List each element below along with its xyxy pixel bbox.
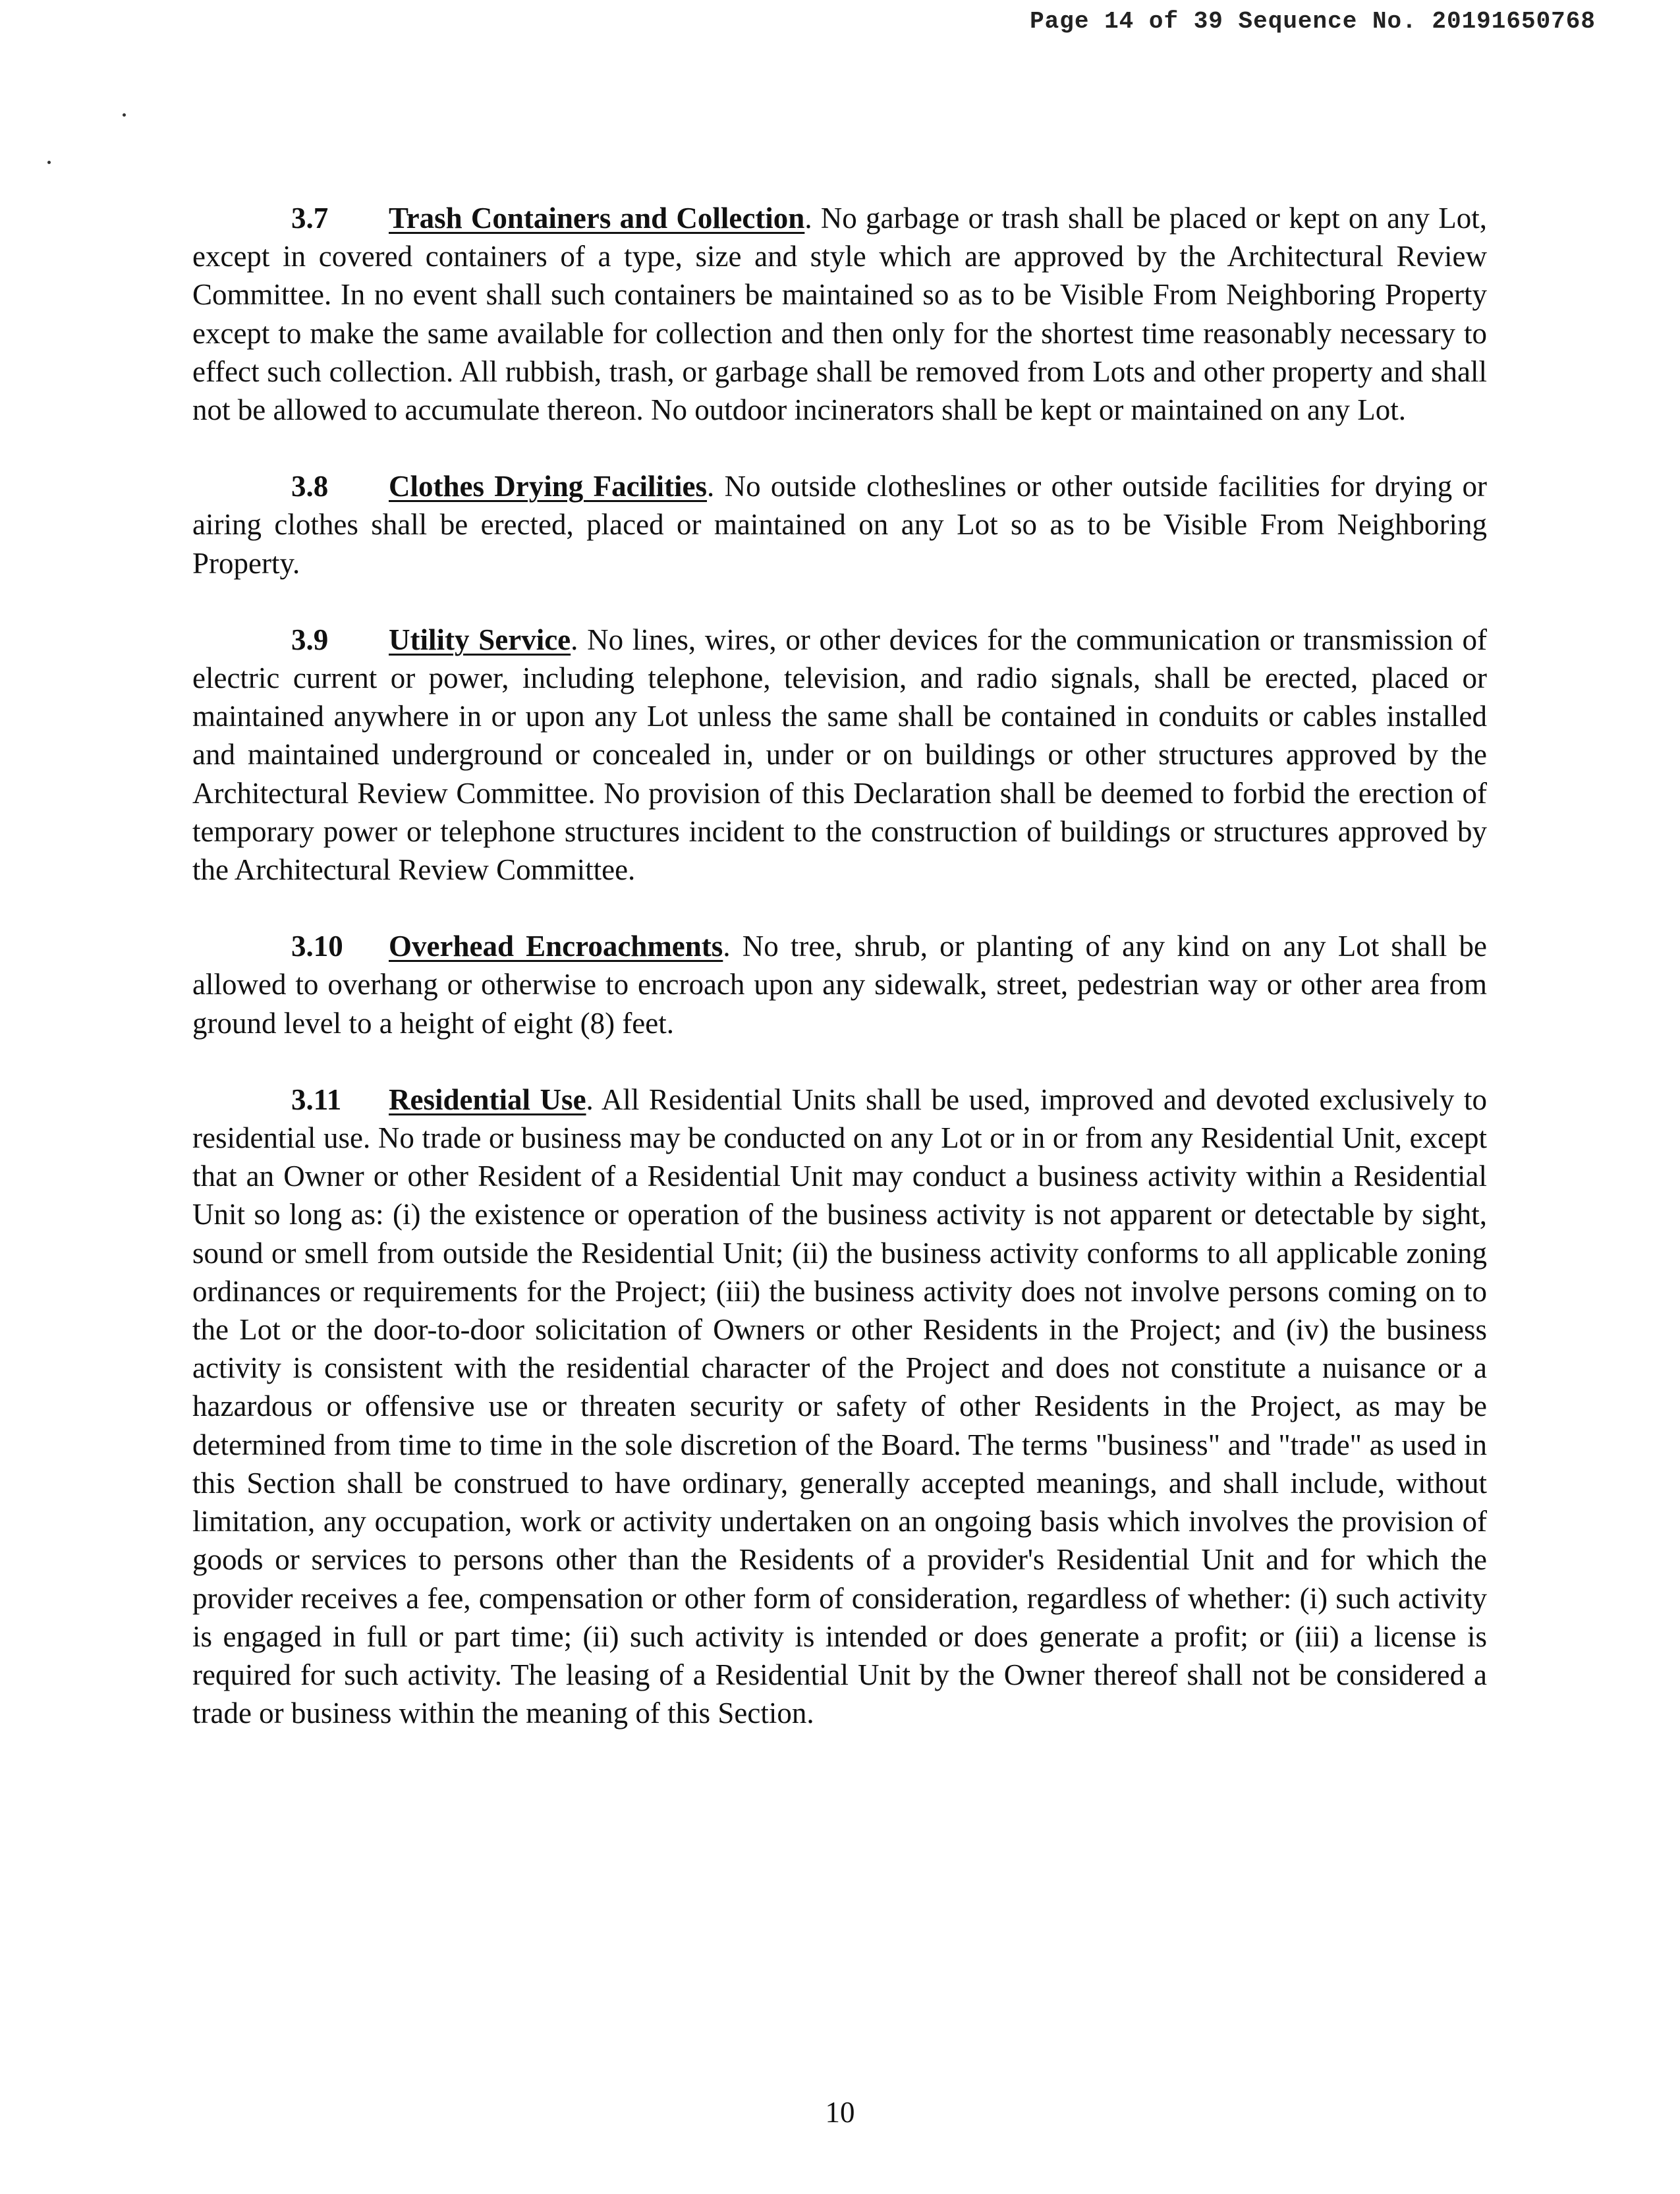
section-3-9: 3.9 Utility Service. No lines, wires, or other devices for the communication or transmission of electric current or power, including telephone, television, and radio signals, shall be erected, placed or maintained anywhere in or upon any Lot unless the same shall be contained in conduits or cables installed and maintained underground or concealed in, under or on buildings or other structures approved by the Architectural Review Committee. No provision of this Declaration shall be deemed to forbid the erection of temporary power or telephone structures incident to the construction of buildings or structures approved by the Architectural Review Committee.	[192, 621, 1487, 889]
section-title: Utility Service	[389, 623, 571, 656]
section-text: No tree, shrub, or planting of any kind on any Lot shall be allowed to overhang or otherwise to encroach upon any sidewalk, street, pedestrian way or other area from ground level to a height of eight (8) feet.	[192, 930, 1487, 1040]
section-text: All Residential Units shall be used, improved and devoted exclusively to residential use. No trade or business may be conducted on any Lot or in or from any Residential Unit, except that an Owner or other Resident of a Residential Unit may conduct a business activity within a Residential Unit so long as: (i) the existence or operation of the business activity is not apparent or detectable by sight, sound or smell from outside the Residential Unit; (ii) the business activity conforms to all applicable zoning ordinances or requirements for the Project; (iii) the business activity does not involve persons coming on to the Lot or the door-to-door solicitation of Owners or other Residents in the Project; and (iv) the business activity is consistent with the residential character of the Project and does not constitute a nuisance or a hazardous or offensive use or threaten security or safety of other Residents in the Project, as may be determined from time to time in the sole discretion of the Board. The terms "business" and "trade" as used in this Section shall be construed to have ordinary, generally accepted meanings, and shall include, without limitation, any occupation, work or activity undertaken on an ongoing basis which involves the provision of goods or services to persons other than the Residents of a provider's Residential Unit and for which the provider receives a fee, compensation or other form of consideration, regardless of whether: (i) such activity is engaged in full or part time; (ii) such activity is intended or does generate a profit; or (iii) a license is required for such activity. The leasing of a Residential Unit by the Owner thereof shall not be considered a trade or business within the meaning of this Section.	[192, 1083, 1487, 1730]
section-title: Trash Containers and Collection	[389, 202, 805, 235]
section-number: 3.8	[291, 470, 329, 503]
section-text: No garbage or trash shall be placed or kept on any Lot, except in covered containers of a type, size and style which are approved by the Architectural Review Committee. In no event shall such containers be maintained so as to be Visible From Neighboring Property except to make the same available for collection and then only for the shortest time reasonably necessary to effect such collection. All rubbish, trash, or garbage shall be removed from Lots and other property and shall not be allowed to accumulate thereon. No outdoor incinerators shall be kept or maintained on any Lot.	[192, 202, 1488, 427]
page-sequence-header: Page 14 of 39 Sequence No. 20191650768	[1030, 8, 1596, 35]
scan-speck	[123, 113, 126, 117]
section-3-10: 3.10 Overhead Encroachments. No tree, shrub, or planting of any kind on any Lot shall be allowed to overhang or otherwise to encroach upon any sidewalk, street, pedestrian way or other area from ground level to a height of eight (8) feet.	[192, 927, 1487, 1042]
section-3-8: 3.8 Clothes Drying Facilities. No outside clotheslines or other outside facilities for drying or airing clothes shall be erected, placed or maintained on any Lot so as to be Visible From Neighboring Property.	[192, 467, 1487, 582]
document-body	[192, 199, 1487, 1770]
section-number: 3.7	[291, 202, 329, 235]
scan-speck	[47, 161, 51, 164]
section-title: Clothes Drying Facilities	[389, 470, 708, 503]
section-3-7: 3.7 Trash Containers and Collection. No garbage or trash shall be placed or kept on any Lot, except in covered containers of a type, size and style which are approved by the Architectural Review Committee. In no event shall such containers be maintained so as to be Visible From Neighboring Property except to make the same available for collection and then only for the shortest time reasonably necessary to effect such collection. All rubbish, trash, or garbage shall be removed from Lots and other property and shall not be allowed to accumulate thereon. No outdoor incinerators shall be kept or maintained on any Lot.	[192, 199, 1487, 429]
section-3-11: 3.11 Residential Use. All Residential Units shall be used, improved and devoted exclusively to residential use. No trade or business may be conducted on any Lot or in or from any Residential Unit, except that an Owner or other Resident of a Residential Unit may conduct a business activity within a Residential Unit so long as: (i) the existence or operation of the business activity is not apparent or detectable by sight, sound or smell from outside the Residential Unit; (ii) the business activity conforms to all applicable zoning ordinances or requirements for the Project; (iii) the business activity does not involve persons coming on to the Lot or the door-to-door solicitation of Owners or other Residents in the Project; and (iv) the business activity is consistent with the residential character of the Project and does not constitute a nuisance or a hazardous or offensive use or threaten security or safety of other Residents in the Project, as may be determined from time to time in the sole discretion of the Board. The terms "business" and "trade" as used in this Section shall be construed to have ordinary, generally accepted meanings, and shall include, without limitation, any occupation, work or activity undertaken on an ongoing basis which involves the provision of goods or services to persons other than the Residents of a provider's Residential Unit and for which the provider receives a fee, compensation or other form of consideration, regardless of whether: (i) such activity is engaged in full or part time; (ii) such activity is intended or does generate a profit; or (iii) a license is required for such activity. The leasing of a Residential Unit by the Owner thereof shall not be considered a trade or business within the meaning of this Section.	[192, 1081, 1487, 1732]
section-title: Residential Use	[389, 1083, 586, 1116]
section-text: No outside clotheslines or other outside facilities for drying or airing clothes shall be erected, placed or maintained on any Lot so as to be Visible From Neighboring Property.	[192, 470, 1487, 580]
section-title: Overhead Encroachments	[389, 930, 723, 963]
section-number: 3.9	[291, 623, 329, 656]
section-number: 3.10	[291, 930, 343, 963]
section-text: No lines, wires, or other devices for the communication or transmission of electric current or power, including telephone, television, and radio signals, shall be erected, placed or maintained anywhere in or upon any Lot unless the same shall be contained in conduits or cables installed and maintained underground or concealed in, under or on buildings or other structures approved by the Architectural Review Committee. No provision of this Declaration shall be deemed to forbid the erection of temporary power or telephone structures incident to the construction of buildings or structures approved by the Architectural Review Committee.	[192, 623, 1487, 887]
section-number: 3.11	[291, 1083, 342, 1116]
page-number: 10	[825, 2096, 855, 2129]
